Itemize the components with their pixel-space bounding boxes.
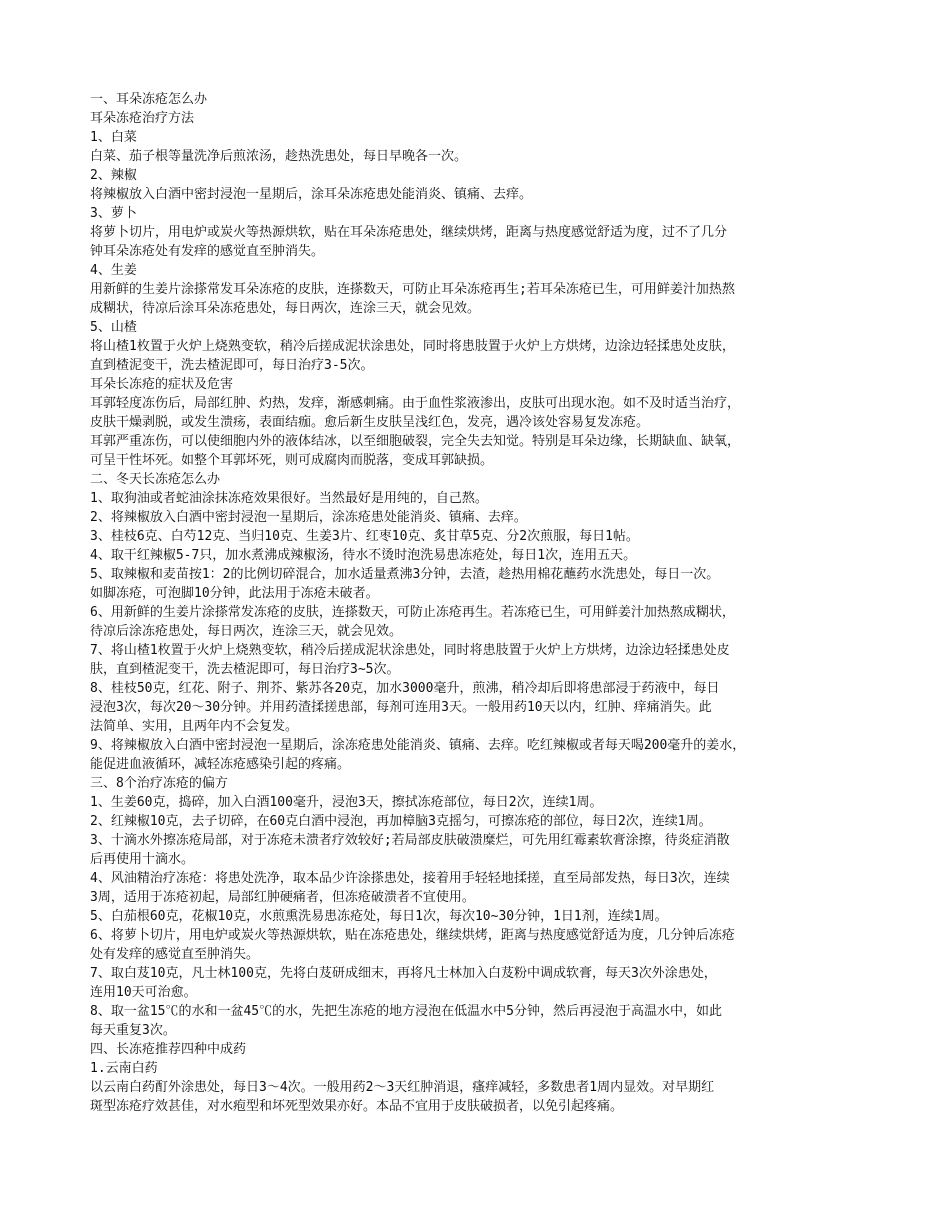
text-line: 直到楂泥变干，洗去楂泥即可，每日治疗3-5次。 <box>90 358 374 373</box>
text-line: 后再使用十滴水。 <box>90 852 195 867</box>
text-line: 皮肤干燥剥脱，或发生溃疡，表面结痂。愈后新生皮肤呈浅红色，发亮，遇冷该处容易复发冻疮。 <box>90 415 650 430</box>
text-line: 一、耳朵冻疮怎么办 <box>90 92 208 107</box>
text-line: 4、取干红辣椒5-7只，加水煮沸成辣椒汤，待水不烫时泡洗易患冻疮处，每日1次，连用五天。 <box>90 548 637 563</box>
text-line: 4、生姜 <box>90 263 137 278</box>
text-line: 7、取白芨10克，凡士林100克，先将白芨研成细末，再将凡士林加入白芨粉中调成软膏，每天3次外涂患处， <box>90 966 717 981</box>
text-line: 3周，适用于冻疮初起，局部红肿硬痛者，但冻疮破溃者不宜使用。 <box>90 890 475 905</box>
text-line: 3、十滴水外擦冻疮局部，对于冻疮未溃者疗效较好;若局部皮肤破溃糜烂，可先用红霉素软膏涂擦，待炎症消散 <box>90 833 730 848</box>
text-line: 成糊状，待凉后涂耳朵冻疮患处，每日两次，连涂三天，就会见效。 <box>90 301 481 316</box>
text-line: 浸泡3次，每次20～30分钟。并用药渣揉搓患部，每剂可连用3天。一般用药10天以内，红肿、痒痛消失。此 <box>90 700 712 715</box>
text-line: 能促进血液循环，减轻冻疮感染引起的疼痛。 <box>90 757 351 772</box>
text-line: 白菜、茄子根等量洗净后煎浓汤，趁热洗患处，每日早晚各一次。 <box>90 149 468 164</box>
text-line: 以云南白药酊外涂患处，每日3～4次。一般用药2～3天红肿消退，瘙痒减轻，多数患者1周内显效。对早期红 <box>90 1080 715 1095</box>
text-line: 1.云南白药 <box>90 1061 158 1076</box>
text-line: 可呈干性坏死。如整个耳郭坏死，则可成腐肉而脱落，变成耳郭缺损。 <box>90 453 494 468</box>
document-body <box>90 90 865 1116</box>
text-line: 8、取一盆15℃的水和一盆45℃的水，先把生冻疮的地方浸泡在低温水中5分钟，然后再浸泡于高温水中，如此 <box>90 1004 722 1019</box>
text-line: 7、将山楂1枚置于火炉上烧熟变软，稍冷后搓成泥状涂患处，同时将患肢置于火炉上方烘烤，边涂边轻揉患处皮 <box>90 643 730 658</box>
text-line: 四、长冻疮推荐四种中成药 <box>90 1042 247 1057</box>
text-line: 8、桂枝50克，红花、附子、荆芥、紫苏各20克，加水3000毫升，煎沸，稍冷却后即将患部浸于药液中，每日 <box>90 681 720 696</box>
text-line: 4、风油精治疗冻疮：将患处洗净，取本品少许涂搽患处，接着用手轻轻地揉搓，直至局部发热，每日3次，连续 <box>90 871 730 886</box>
text-line: 每天重复3次。 <box>90 1023 176 1038</box>
text-line: 5、白茄根60克，花椒10克，水煎熏洗易患冻疮处，每日1次，每次10~30分钟，1日1剂，连续1周。 <box>90 909 668 924</box>
text-line: 将萝卜切片，用电炉或炭火等热源烘软，贴在耳朵冻疮患处，继续烘烤，距离与热度感觉舒适为度，过不了几分 <box>90 225 728 240</box>
text-line: 耳郭严重冻伤，可以使细胞内外的液体结冰，以至细胞破裂，完全失去知觉。特别是耳朵边缘，长期缺血、缺氧， <box>90 434 741 449</box>
text-line: 6、将萝卜切片，用电炉或炭火等热源烘软，贴在冻疮患处，继续烘烤，距离与热度感觉舒适为度，几分钟后冻疮 <box>90 928 735 943</box>
text-line: 处有发痒的感觉直至肿消失。 <box>90 947 260 962</box>
text-line: 6、用新鲜的生姜片涂搽常发冻疮的皮肤，连搽数天，可防止冻疮再生。若冻疮已生，可用鲜姜汁加热熬成糊状， <box>90 605 735 620</box>
text-line: 待凉后涂冻疮患处，每日两次，连涂三天，就会见效。 <box>90 624 403 639</box>
text-line: 1、白菜 <box>90 130 137 145</box>
text-line: 5、山楂 <box>90 320 137 335</box>
text-line: 2、将辣椒放入白酒中密封浸泡一星期后，涂冻疮患处能消炎、镇痛、去痒。 <box>90 510 527 525</box>
text-line: 1、生姜60克，捣碎，加入白酒100毫升，浸泡3天，擦拭冻疮部位，每日2次，连续1周。 <box>90 795 603 810</box>
text-line: 将辣椒放入白酒中密封浸泡一星期后，涂耳朵冻疮患处能消炎、镇痛、去痒。 <box>90 187 533 202</box>
text-line: 肤，直到楂泥变干，洗去楂泥即可，每日治疗3~5次。 <box>90 662 400 677</box>
text-line: 耳郭轻度冻伤后，局部红肿、灼热，发痒，渐感刺痛。由于血性浆液渗出，皮肤可出现水泡。如不及时适当治疗， <box>90 396 741 411</box>
text-line: 三、8个治疗冻疮的偏方 <box>90 776 228 791</box>
text-line: 1、取狗油或者蛇油涂抹冻疮效果很好。当然最好是用纯的，自己熬。 <box>90 491 488 506</box>
text-line: 5、取辣椒和麦苗按1：2的比例切碎混合，加水适量煮沸3分钟，去渣，趁热用棉花蘸药水洗患处，每日一次。 <box>90 567 720 582</box>
text-line: 2、红辣椒10克，去子切碎，在60克白酒中浸泡，再加樟脑3克摇匀，可擦冻疮的部位，每日2次，连续1周。 <box>90 814 712 829</box>
text-line: 二、冬天长冻疮怎么办 <box>90 472 221 487</box>
text-line: 斑型冻疮疗效甚佳，对水疱型和坏死型效果亦好。本品不宜用于皮肤破损者，以免引起疼痛。 <box>90 1099 624 1114</box>
text-line: 3、桂枝6克、白芍12克、当归10克、生姜3片、红枣10克、炙甘草5克、分2次煎服，每日1帖。 <box>90 529 639 544</box>
text-line: 9、将辣椒放入白酒中密封浸泡一星期后，涂冻疮患处能消炎、镇痛、去痒。吃红辣椒或者每天喝200毫升的姜水， <box>90 738 746 753</box>
text-line: 钟耳朵冻疮处有发痒的感觉直至肿消失。 <box>90 244 325 259</box>
text-line: 将山楂1枚置于火炉上烧熟变软，稍冷后搓成泥状涂患处，同时将患肢置于火炉上方烘烤，边涂边轻揉患处皮肤， <box>90 339 735 354</box>
text-line: 法简单、实用，且两年内不会复发。 <box>90 719 299 734</box>
text-line: 如脚冻疮，可泡脚10分钟，此法用于冻疮未破者。 <box>90 586 379 601</box>
text-line: 3、萝卜 <box>90 206 137 221</box>
text-line: 用新鲜的生姜片涂搽常发耳朵冻疮的皮肤，连搽数天，可防止耳朵冻疮再生;若耳朵冻疮已生，可用鲜姜汁加热熬 <box>90 282 735 297</box>
text-line: 2、辣椒 <box>90 168 137 183</box>
text-line: 连用10天可治愈。 <box>90 985 197 1000</box>
text-line: 耳朵长冻疮的症状及危害 <box>90 377 234 392</box>
text-line: 耳朵冻疮治疗方法 <box>90 111 195 126</box>
